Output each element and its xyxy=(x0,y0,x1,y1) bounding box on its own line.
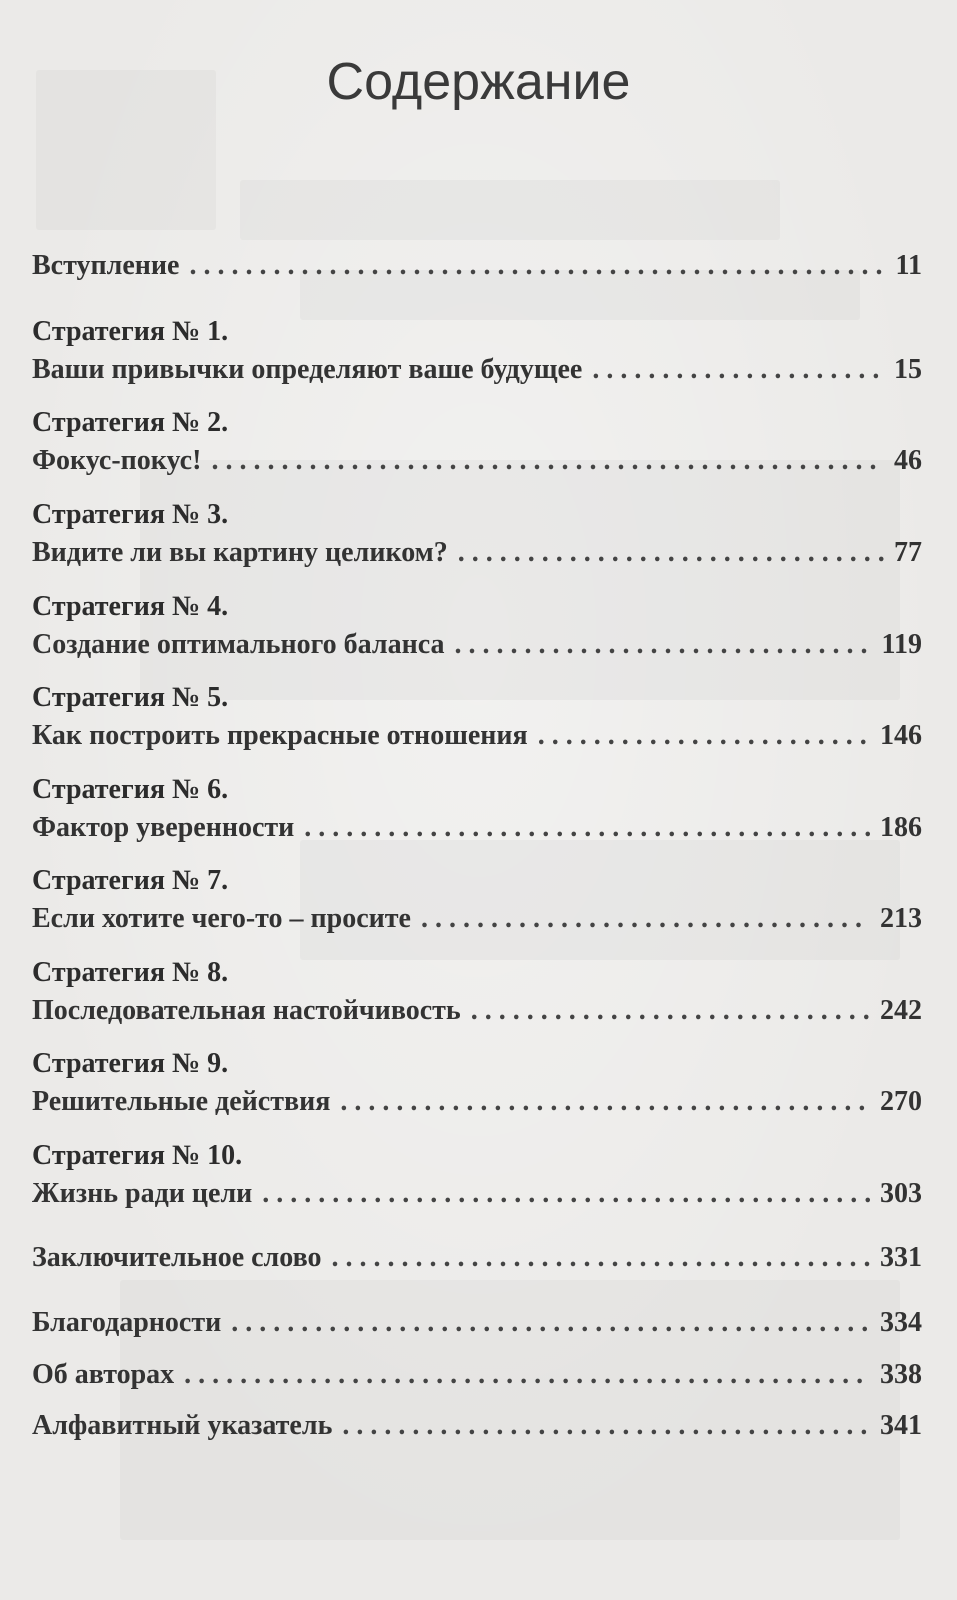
toc-entry-strategy-6[interactable] xyxy=(32,810,922,846)
dot-leader xyxy=(184,1357,870,1393)
toc-entry-strategy-2[interactable] xyxy=(32,443,922,479)
toc-page-number: 146 xyxy=(880,720,922,751)
toc-entry-label: Благодарности xyxy=(32,1307,222,1338)
dot-leader xyxy=(211,443,884,479)
toc-entry-label: Видите ли вы картину целиком? xyxy=(32,537,448,568)
toc-page-number: 303 xyxy=(880,1178,922,1209)
toc-page-number: 119 xyxy=(881,629,922,660)
toc-entry-label: Если хотите чего-то – просите xyxy=(32,903,411,934)
toc-page-number: 213 xyxy=(880,903,922,934)
strategy-heading-9: Стратегия № 9. xyxy=(32,1048,229,1079)
strategy-heading-2: Стратегия № 2. xyxy=(32,407,229,438)
toc-entry-label: Заключительное слово xyxy=(32,1242,322,1273)
toc-entry-label: Фокус-покус! xyxy=(32,445,202,476)
toc-page-number: 186 xyxy=(880,812,922,843)
dot-leader xyxy=(538,718,870,754)
toc-entry-label: Решительные действия xyxy=(32,1086,331,1117)
toc-entry-label: Об авторах xyxy=(32,1359,175,1390)
toc-entry-strategy-4[interactable] xyxy=(32,627,922,663)
toc-entry-strategy-3[interactable] xyxy=(32,535,922,571)
toc-page-number: 270 xyxy=(880,1086,922,1117)
toc-entry-label: Вступление xyxy=(32,250,180,281)
toc-entry-strategy-8[interactable] xyxy=(32,993,922,1029)
toc-page-number: 331 xyxy=(880,1242,922,1273)
toc-page-number: 338 xyxy=(880,1359,922,1390)
strategy-heading-5: Стратегия № 5. xyxy=(32,682,229,713)
dot-leader xyxy=(262,1176,870,1212)
toc-entry-strategy-7[interactable] xyxy=(32,901,922,937)
dot-leader xyxy=(340,1084,870,1120)
strategy-heading-10: Стратегия № 10. xyxy=(32,1140,243,1171)
toc-page-number: 15 xyxy=(894,354,922,385)
dot-leader xyxy=(304,810,870,846)
strategy-heading-7: Стратегия № 7. xyxy=(32,865,229,896)
strategy-heading-6: Стратегия № 6. xyxy=(32,774,229,805)
toc-page-number: 242 xyxy=(880,995,922,1026)
toc-entry-label: Создание оптимального баланса xyxy=(32,629,445,660)
strategy-heading-4: Стратегия № 4. xyxy=(32,591,229,622)
toc-entry-index[interactable] xyxy=(32,1408,922,1444)
dot-leader xyxy=(342,1408,870,1444)
toc-entry-strategy-5[interactable] xyxy=(32,718,922,754)
toc-entry-label: Последовательная настойчивость xyxy=(32,995,461,1026)
dot-leader xyxy=(231,1305,870,1341)
dot-leader xyxy=(189,248,885,284)
toc-page-number: 341 xyxy=(880,1410,922,1441)
toc-entry-label: Алфавитный указатель xyxy=(32,1410,333,1441)
toc-page-number: 334 xyxy=(880,1307,922,1338)
strategy-heading-3: Стратегия № 3. xyxy=(32,499,229,530)
toc-entry-label: Ваши привычки определяют ваше будущее xyxy=(32,354,583,385)
strategy-heading-1: Стратегия № 1. xyxy=(32,316,229,347)
toc-entry-acknowledgements[interactable] xyxy=(32,1305,922,1341)
toc-page-number: 11 xyxy=(895,250,922,281)
toc-entry-strategy-1[interactable] xyxy=(32,352,922,388)
toc-entry-afterword[interactable] xyxy=(32,1240,922,1276)
toc-page-number: 77 xyxy=(894,537,922,568)
dot-leader xyxy=(332,1240,870,1276)
toc-entry-strategy-10[interactable] xyxy=(32,1176,922,1212)
dot-leader xyxy=(592,352,884,388)
toc-entry-intro[interactable] xyxy=(32,248,922,284)
page-title: Содержание xyxy=(326,53,631,111)
dot-leader xyxy=(455,627,872,663)
dot-leader xyxy=(458,535,884,571)
toc-entry-label: Фактор уверенности xyxy=(32,812,295,843)
toc-entry-strategy-9[interactable] xyxy=(32,1084,922,1120)
toc-entry-about-authors[interactable] xyxy=(32,1357,922,1393)
toc-entry-label: Как построить прекрасные отношения xyxy=(32,720,528,751)
toc-page-number: 46 xyxy=(894,445,922,476)
dot-leader xyxy=(471,993,870,1029)
toc-entry-label: Жизнь ради цели xyxy=(32,1178,253,1209)
strategy-heading-8: Стратегия № 8. xyxy=(32,957,229,988)
dot-leader xyxy=(421,901,870,937)
